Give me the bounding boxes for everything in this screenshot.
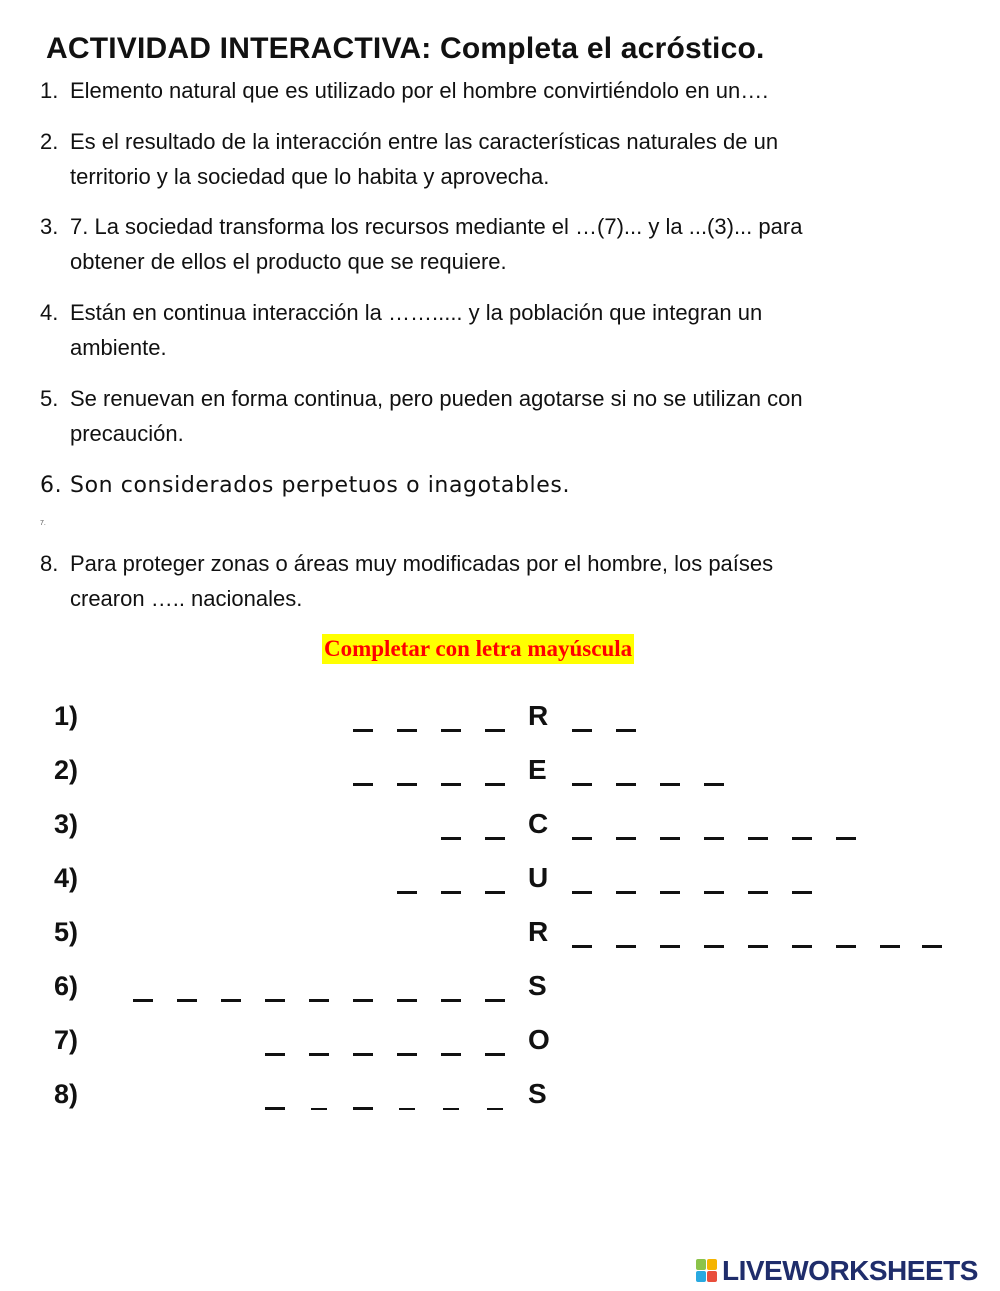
answer-blank[interactable] bbox=[485, 891, 505, 894]
key-letter: E bbox=[528, 754, 547, 785]
key-letter: U bbox=[528, 862, 549, 893]
row-label: 4) bbox=[54, 863, 79, 893]
answer-blank[interactable] bbox=[177, 999, 197, 1002]
answer-blank[interactable] bbox=[704, 891, 724, 894]
question-text: 7. La sociedad transforma los recursos mediante el …(7)... y la ...(3)... para bbox=[70, 214, 803, 239]
answer-blank[interactable] bbox=[397, 891, 417, 894]
question-8 bbox=[40, 546, 773, 616]
row-label: 8) bbox=[54, 1079, 79, 1109]
answer-blank[interactable] bbox=[704, 837, 724, 840]
question-5 bbox=[40, 381, 803, 451]
question-text: Elemento natural que es utilizado por el hombre convirtiéndolo en un…. bbox=[70, 78, 769, 103]
logo-text: LIVEWORKSHEETS bbox=[722, 1255, 978, 1286]
question-text: Es el resultado de la interacción entre las características naturales de un bbox=[70, 129, 779, 154]
answer-blank[interactable] bbox=[443, 1108, 459, 1110]
row-label: 6) bbox=[54, 971, 79, 1001]
answer-blank[interactable] bbox=[265, 999, 285, 1002]
answer-blank[interactable] bbox=[441, 729, 461, 732]
question-1 bbox=[40, 73, 768, 108]
answer-blank[interactable] bbox=[399, 1108, 415, 1110]
acrostic-row-1 bbox=[0, 696, 1000, 736]
question-number: 1. bbox=[40, 78, 59, 103]
row-label: 1) bbox=[54, 701, 79, 731]
answer-blank[interactable] bbox=[353, 783, 373, 786]
acrostic-row-4 bbox=[0, 858, 1000, 898]
question-text-cont: obtener de ellos el producto que se requiere. bbox=[70, 249, 507, 274]
question-number: 5. bbox=[40, 386, 59, 411]
row-label: 3) bbox=[54, 809, 79, 839]
answer-blank[interactable] bbox=[133, 999, 153, 1002]
question-number: 2. bbox=[40, 129, 59, 154]
key-letter: C bbox=[528, 808, 549, 839]
answer-blank[interactable] bbox=[311, 1108, 327, 1110]
answer-blank[interactable] bbox=[616, 783, 636, 786]
liveworksheets-logo-icon bbox=[696, 1259, 718, 1283]
answer-blank[interactable] bbox=[353, 999, 373, 1002]
key-letter: O bbox=[528, 1024, 550, 1055]
answer-blank[interactable] bbox=[748, 891, 768, 894]
answer-blank[interactable] bbox=[880, 945, 900, 948]
question-text: Son considerados perpetuos o inagotables. bbox=[70, 473, 571, 498]
key-letter: S bbox=[528, 1078, 547, 1109]
question-text-cont: territorio y la sociedad que lo habita y aprovecha. bbox=[70, 164, 550, 189]
question-number: 6. bbox=[40, 473, 63, 498]
answer-blank[interactable] bbox=[265, 1053, 285, 1056]
answer-blank[interactable] bbox=[704, 945, 724, 948]
answer-blank[interactable] bbox=[748, 945, 768, 948]
question-number: 8. bbox=[40, 551, 59, 576]
question-number: 3. bbox=[40, 214, 59, 239]
acrostic-row-7 bbox=[0, 1020, 1000, 1060]
answer-blank[interactable] bbox=[836, 837, 856, 840]
answer-blank[interactable] bbox=[616, 891, 636, 894]
answer-blank[interactable] bbox=[441, 783, 461, 786]
answer-blank[interactable] bbox=[616, 945, 636, 948]
answer-blank[interactable] bbox=[441, 891, 461, 894]
answer-blank[interactable] bbox=[221, 999, 241, 1002]
answer-blank[interactable] bbox=[309, 999, 329, 1002]
answer-blank[interactable] bbox=[616, 837, 636, 840]
answer-blank[interactable] bbox=[265, 1107, 285, 1110]
answer-blank[interactable] bbox=[487, 1108, 503, 1110]
answer-blank[interactable] bbox=[660, 783, 680, 786]
question-2 bbox=[40, 124, 778, 194]
answer-blank[interactable] bbox=[353, 1053, 373, 1056]
row-label: 5) bbox=[54, 917, 79, 947]
answer-blank[interactable] bbox=[572, 729, 592, 732]
liveworksheets-logo[interactable] bbox=[696, 1254, 978, 1288]
answer-blank[interactable] bbox=[660, 891, 680, 894]
answer-blank[interactable] bbox=[353, 1107, 373, 1110]
answer-blank[interactable] bbox=[397, 1053, 417, 1056]
answer-blank[interactable] bbox=[441, 999, 461, 1002]
answer-blank[interactable] bbox=[660, 837, 680, 840]
answer-blank[interactable] bbox=[485, 783, 505, 786]
answer-blank[interactable] bbox=[353, 729, 373, 732]
answer-blank[interactable] bbox=[485, 837, 505, 840]
answer-blank[interactable] bbox=[397, 729, 417, 732]
answer-blank[interactable] bbox=[616, 729, 636, 732]
key-letter: R bbox=[528, 916, 549, 947]
answer-blank[interactable] bbox=[572, 837, 592, 840]
answer-blank[interactable] bbox=[572, 891, 592, 894]
answer-blank[interactable] bbox=[836, 945, 856, 948]
acrostic-row-2 bbox=[0, 750, 1000, 790]
answer-blank[interactable] bbox=[572, 945, 592, 948]
answer-blank[interactable] bbox=[485, 729, 505, 732]
answer-blank[interactable] bbox=[485, 999, 505, 1002]
answer-blank[interactable] bbox=[704, 783, 724, 786]
acrostic-row-8 bbox=[0, 1074, 1000, 1114]
key-letter: R bbox=[528, 700, 549, 731]
answer-blank[interactable] bbox=[922, 945, 942, 948]
question-4 bbox=[40, 295, 762, 365]
question-7-marker: 7. bbox=[40, 520, 46, 527]
question-text: Están en continua interacción la ……..... y la población que integran un bbox=[70, 300, 763, 325]
question-text-cont: precaución. bbox=[70, 421, 184, 446]
answer-blank[interactable] bbox=[792, 945, 812, 948]
acrostic-row-3 bbox=[0, 804, 1000, 844]
acrostic-row-5 bbox=[0, 912, 1000, 952]
page-title: ACTIVIDAD INTERACTIVA: Completa el acróstico. bbox=[46, 32, 765, 65]
row-label: 7) bbox=[54, 1025, 79, 1055]
answer-blank[interactable] bbox=[792, 891, 812, 894]
question-6 bbox=[40, 468, 570, 503]
answer-blank[interactable] bbox=[441, 1053, 461, 1056]
row-label: 2) bbox=[54, 755, 79, 785]
instruction-banner: Completar con letra mayúscula bbox=[322, 634, 634, 664]
question-3 bbox=[40, 209, 802, 279]
answer-blank[interactable] bbox=[397, 999, 417, 1002]
answer-blank[interactable] bbox=[660, 945, 680, 948]
question-text-cont: ambiente. bbox=[70, 335, 167, 360]
question-text: Se renuevan en forma continua, pero pueden agotarse si no se utilizan con bbox=[70, 386, 803, 411]
acrostic-row-6 bbox=[0, 966, 1000, 1006]
answer-blank[interactable] bbox=[572, 783, 592, 786]
answer-blank[interactable] bbox=[485, 1053, 505, 1056]
question-text: Para proteger zonas o áreas muy modificadas por el hombre, los países bbox=[70, 551, 774, 576]
question-text-cont: crearon ….. nacionales. bbox=[70, 586, 303, 611]
key-letter: S bbox=[528, 970, 547, 1001]
answer-blank[interactable] bbox=[309, 1053, 329, 1056]
answer-blank[interactable] bbox=[792, 837, 812, 840]
question-number: 4. bbox=[40, 300, 59, 325]
answer-blank[interactable] bbox=[748, 837, 768, 840]
answer-blank[interactable] bbox=[397, 783, 417, 786]
answer-blank[interactable] bbox=[441, 837, 461, 840]
